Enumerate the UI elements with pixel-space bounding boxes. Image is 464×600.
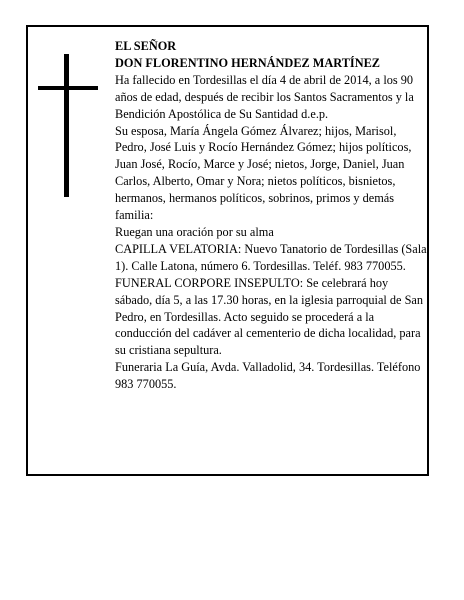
funeral-info: FUNERAL CORPORE INSEPULTO: Se celebrará hoy sábado, día 5, a las 17.30 horas, en la iglesia parroquial de San Pedro, en Tordesillas. Acto seguido se procederá a la conducción del cadáver al cementerio de dicha localidad, para su cristiana sepultura. <box>115 275 424 358</box>
death-announcement: Ha fallecido en Tordesillas el día 4 de abril de 2014, a los 90 años de edad, después de recibir los Santos Sacramentos y la Bendición Apostólica de Su Santidad d.e.p. <box>115 72 414 121</box>
funeral-home-info: Funeraria La Guía, Avda. Valladolid, 34. Tordesillas. Teléfono 983 770055. <box>115 360 421 392</box>
wake-chapel-info: CAPILLA VELATORIA: Nuevo Tanatorio de Tordesillas (Sala 1). Calle Latona, número 6. Tordesillas. Teléf. 983 770055. <box>115 241 427 273</box>
prayer-request: Ruegan una oración por su alma <box>115 224 274 239</box>
cross-icon <box>38 54 98 197</box>
obituary-text <box>115 38 427 393</box>
cross-horizontal-bar <box>38 86 98 90</box>
cross-vertical-bar <box>64 54 69 197</box>
deceased-title: EL SEÑOR <box>115 39 177 53</box>
family-list: Su esposa, María Ángela Gómez Álvarez; hijos, Marisol, Pedro, José Luis y Rocío Hernández Gómez; hijos políticos, Juan José, Rocío, Marce y José; nietos, Jorge, Daniel, Juan Carlos, Alberto, Omar y Nora; nietos políticos, bisnietos, hermanos, hermanos políticos, sobrinos, primos y demás familia: <box>115 123 412 223</box>
deceased-name: DON FLORENTINO HERNÁNDEZ MARTÍNEZ <box>115 55 381 70</box>
